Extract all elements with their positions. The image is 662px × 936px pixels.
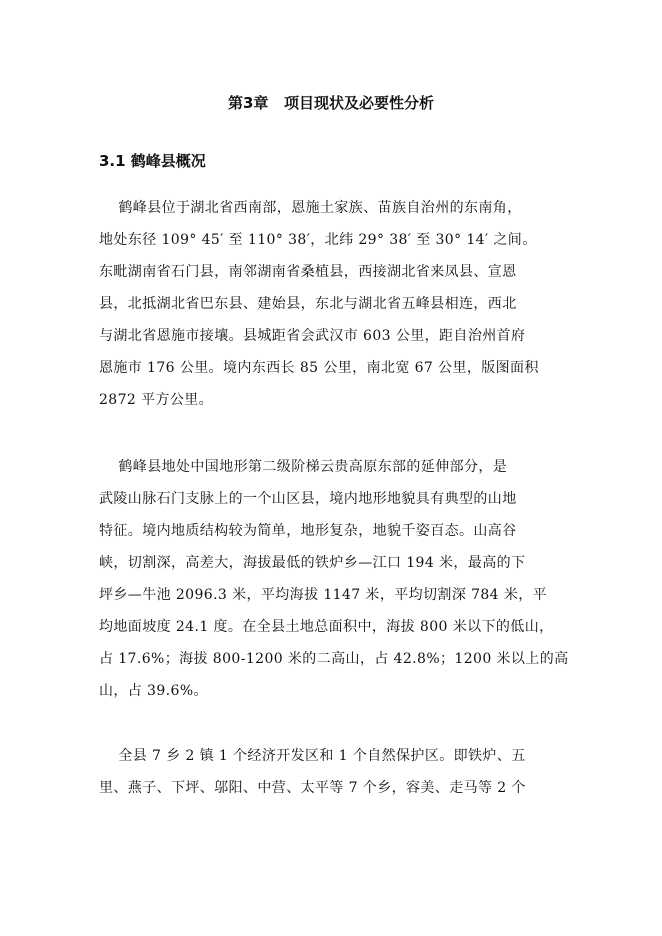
paragraph-line: 东毗湖南省石门县，南邻湖南省桑植县，西接湖北省来凤县、宣恩 — [99, 264, 517, 280]
paragraph-line: 山，占 39.6%。 — [99, 683, 208, 699]
paragraph-line: 特征。境内地质结构较为简单，地形复杂，地貌千姿百态。山高谷 — [99, 523, 517, 539]
paragraph-line: 全县 7 乡 2 镇 1 个经济开发区和 1 个自然保护区。即铁炉、五 — [99, 748, 526, 764]
paragraph-line: 恩施市 176 公里。境内东西长 85 公里，南北宽 67 公里，版图面积 — [99, 360, 539, 376]
paragraph-line: 鹤峰县位于湖北省西南部，恩施土家族、苗族自治州的东南角， — [99, 200, 522, 216]
paragraph-line: 地处东径 109° 45′ 至 110° 38′，北纬 29° 38′ 至 30° 14′ 之间。 — [99, 232, 537, 248]
paragraph-line: 坪乡—牛池 2096.3 米，平均海拔 1147 米，平均切割深 784 米，平 — [99, 587, 548, 603]
paragraph-line: 2872 平方公里。 — [99, 392, 214, 408]
chapter-title: 第3章 项目现状及必要性分析 — [227, 94, 435, 112]
paragraph-line: 与湖北省恩施市接壤。县城距省会武汉市 603 公里，距自治州首府 — [99, 328, 526, 344]
paragraph-line: 峡，切割深，高差大，海拔最低的铁炉乡—江口 194 米，最高的下 — [99, 555, 526, 571]
paragraph-line: 武陵山脉石门支脉上的一个山区县，境内地形地貌具有典型的山地 — [99, 491, 517, 507]
paragraph-line: 均地面坡度 24.1 度。在全县土地总面积中，海拔 800 米以下的低山， — [99, 619, 554, 635]
paragraph-location — [99, 192, 561, 416]
paragraph-line: 鹤峰县地处中国地形第二级阶梯云贵高原东部的延伸部分，是 — [99, 459, 508, 475]
section-title: 3.1 鹤峰县概况 — [99, 152, 206, 170]
paragraph-administration — [99, 740, 561, 804]
paragraph-terrain — [99, 451, 569, 707]
paragraph-line: 县，北抵湖北省巴东县、建始县，东北与湖北省五峰县相连，西北 — [99, 296, 517, 312]
paragraph-line: 占 17.6%；海拔 800-1200 米的二高山，占 42.8%；1200 米以上的高 — [99, 651, 569, 667]
paragraph-line: 里、燕子、下坪、邬阳、中营、太平等 7 个乡，容美、走马等 2 个 — [99, 780, 526, 796]
